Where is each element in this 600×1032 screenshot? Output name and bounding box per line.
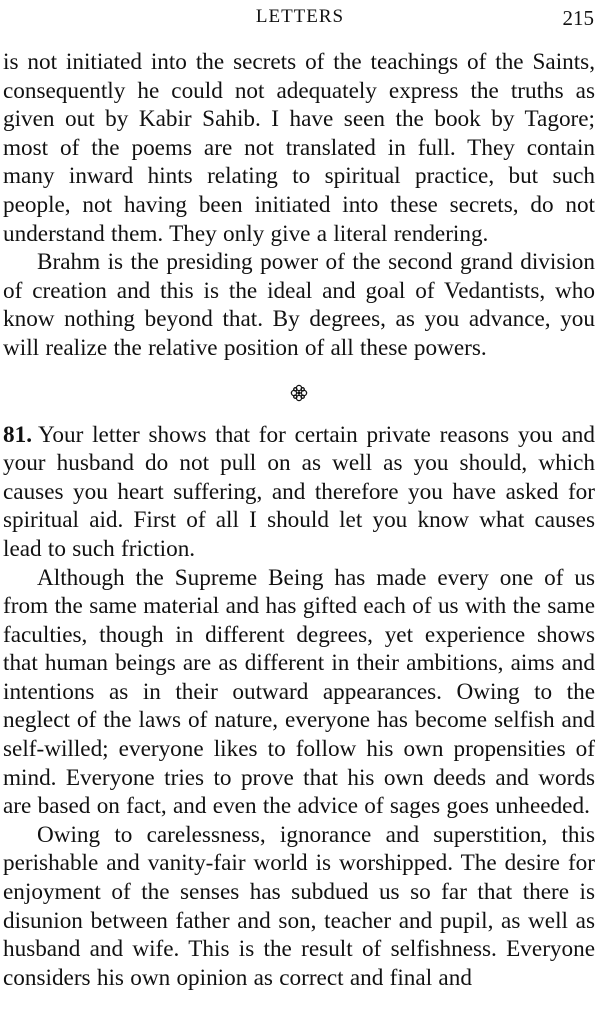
flower-ornament-icon — [290, 384, 308, 402]
page-body — [3, 48, 595, 992]
paragraph-brahm: Brahm is the presiding power of the second grand division of creation and this is the ideal and goal of Vedantists, who know nothing beyond that. By degrees, as you advance, you will realize the relative position of all these powers. — [3, 249, 595, 361]
letter-81-opening-text: Your letter shows that for certain private reasons you and your husband do not pull on as well as you should, which causes you heart suffering, and therefore you have asked for spiritual aid. First of all I should let you know what causes lead to such friction. — [3, 421, 595, 562]
paragraph-continued: is not initiated into the secrets of the teachings of the Saints, consequently he could not adequately express the truths as given out by Kabir Sahib. I have seen the book by Tagore; most of the poems are not translated in full. They contain many inward hints relating to spiritual practice, but such people, not having been initiated into these secrets, do not understand them. They only give a literal rendering. — [3, 49, 595, 247]
letter-number: 81. — [3, 421, 32, 448]
paragraph-supreme-being: Although the Supreme Being has made every one of us from the same material and has gifted each of us with the same faculties, though in different degrees, yet experience shows that human beings are as different in their ambitions, aims and intentions as in their outward appearances. Owing to the neglect of the laws of nature, everyone has become selfish and self-willed; everyone likes to follow his own propensities of mind. Everyone tries to prove that his own deeds and words are based on fact, and even the advice of sages goes unheeded. — [3, 564, 595, 820]
page-number: 215 — [562, 6, 594, 30]
page-header — [0, 6, 600, 34]
running-head: LETTERS — [255, 6, 345, 27]
section-ornament — [3, 363, 595, 421]
letter-81-first-paragraph — [3, 421, 595, 564]
paragraph-carelessness: Owing to carelessness, ignorance and superstition, this perishable and vanity-fair world is worshipped. The desire for enjoyment of the senses has subdued us so far that there is disunion between father and son, teacher and pupil, as well as husband and wife. This is the result of selfishness. Everyone considers his own opinion as correct and final and — [3, 821, 595, 991]
